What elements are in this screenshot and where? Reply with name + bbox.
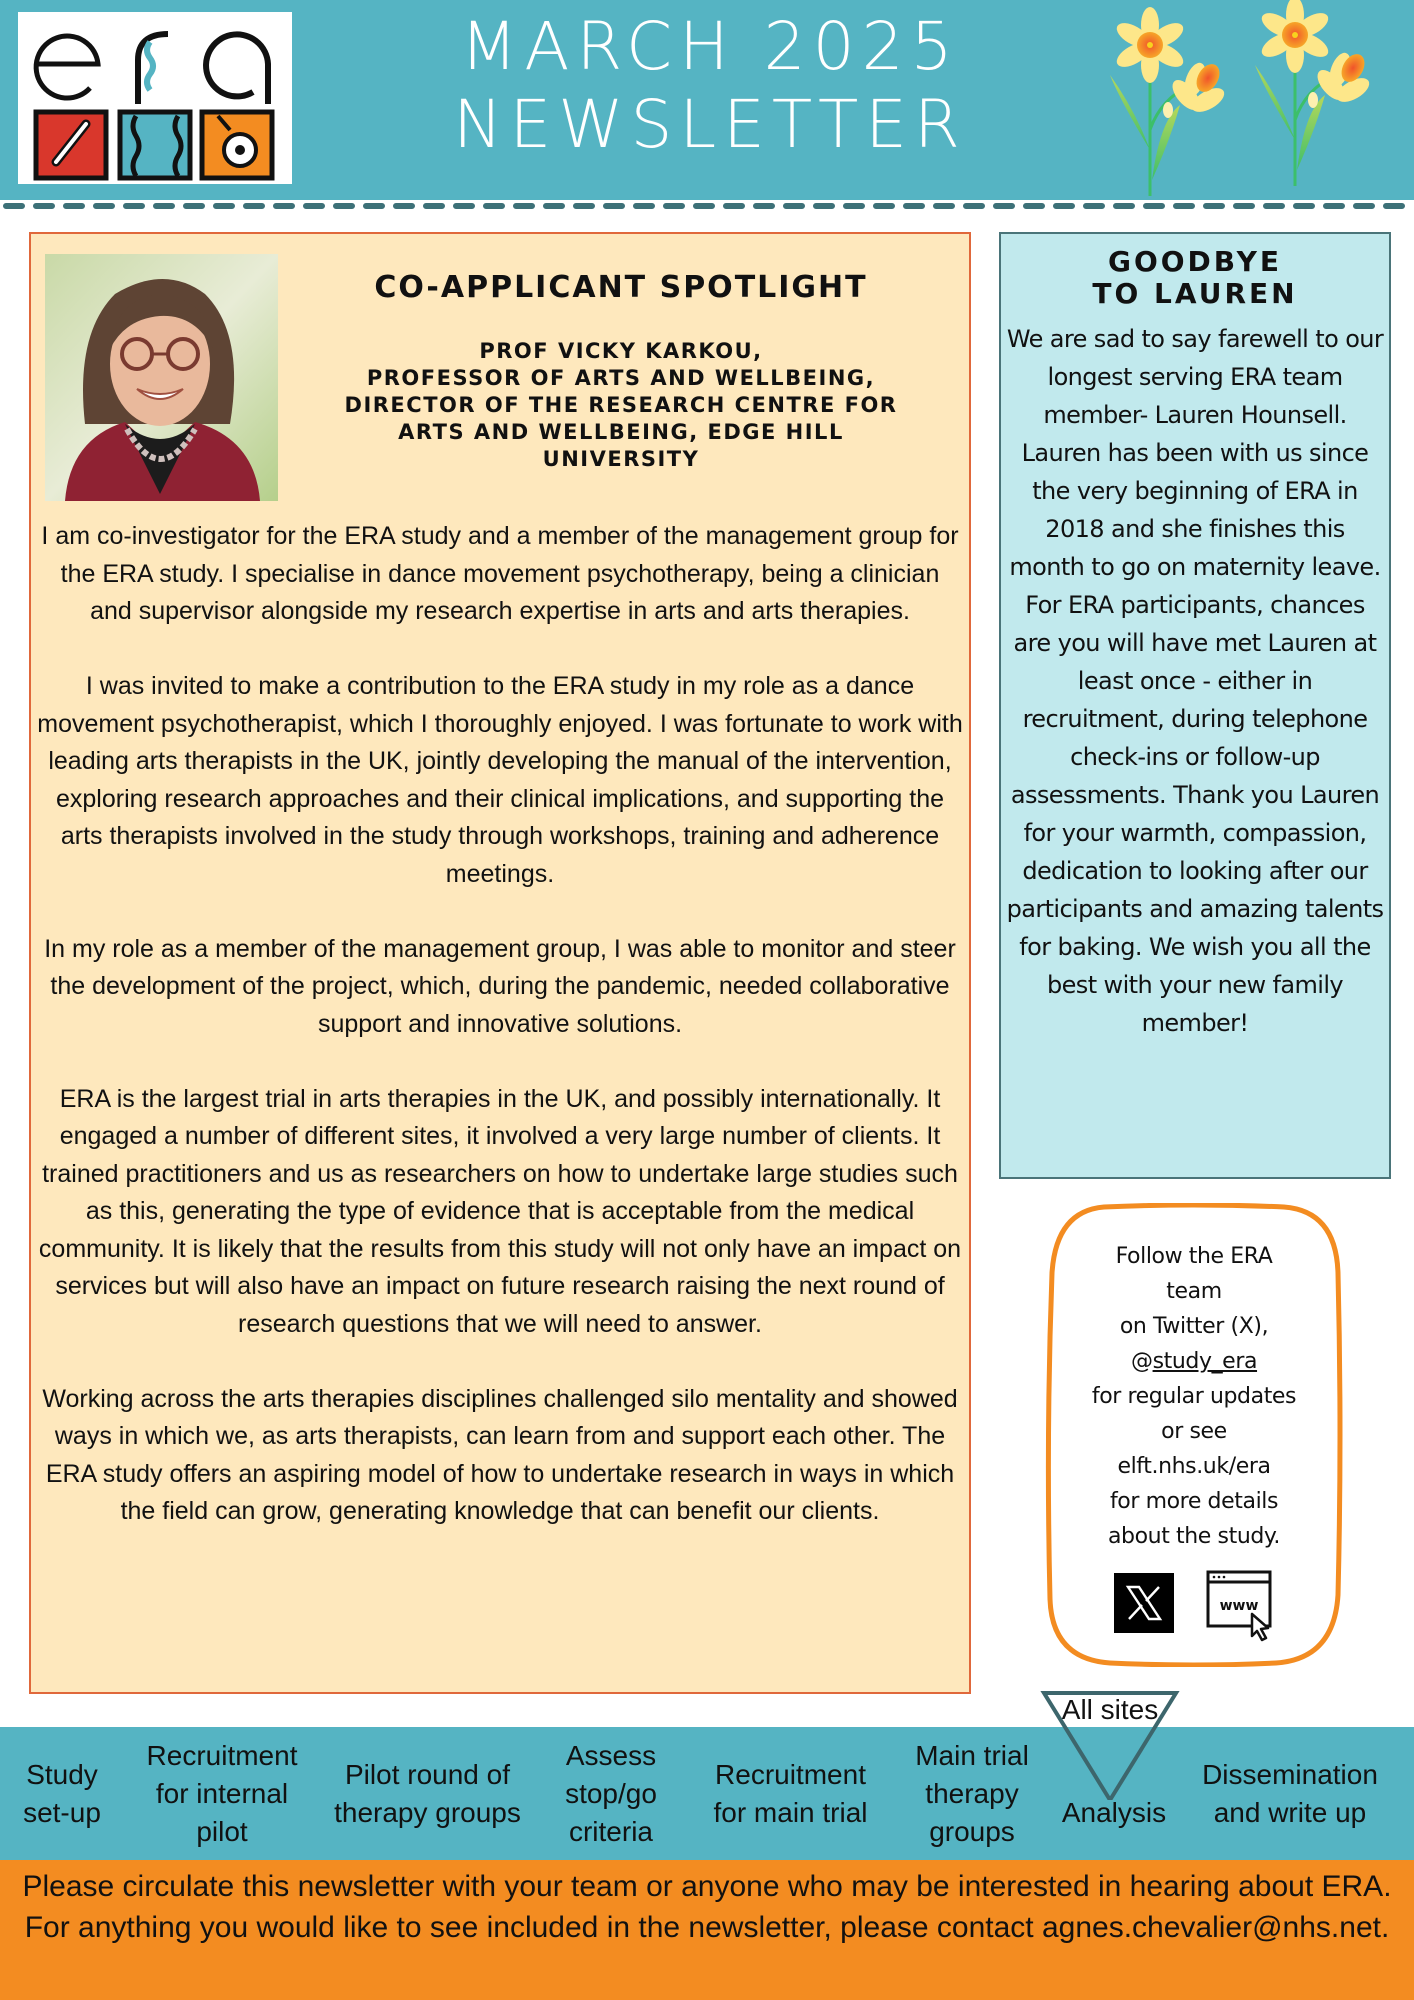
timeline-step: Recruitment for main trial: [713, 1758, 868, 1828]
spotlight-body: [37, 518, 963, 1531]
spotlight-paragraph: I am co-investigator for the ERA study and a member of the management group for the ERA study. I specialise in dance movement psychotherapy, being a clinician and supervisor alongside my research expertise in arts and arts therapies.: [41, 522, 959, 625]
goodbye-title-line-2: TO LAUREN: [1092, 277, 1298, 310]
person-role-line: DIRECTOR OF THE RESEARCH CENTRE FOR: [344, 393, 898, 417]
spotlight-paragraph: Working across the arts therapies disciplines challenged silo mentality and showed ways in which we, as arts therapists, can learn from and support each other. The ERA study offers an aspiring model of how to undertake research in ways in which the field can grow, generating knowledge that can benefit our clients.: [42, 1384, 958, 1525]
co-applicant-spotlight: [29, 232, 971, 1694]
newsletter-header: [0, 0, 1414, 200]
timeline-step: Recruitment for internal pilot: [146, 1739, 298, 1847]
spotlight-paragraph: In my role as a member of the management group, I was able to monitor and steer the development of the project, which, during the pandemic, needed collaborative support and innovative solutions.: [44, 934, 956, 1038]
goodbye-title-line-1: GOODBYE: [1107, 245, 1283, 278]
person-name: PROF VICKY KARKOU,: [479, 339, 763, 363]
twitter-handle-link[interactable]: study_era: [1152, 1349, 1258, 1374]
follow-line: about the study.: [1107, 1524, 1281, 1549]
footer-text: Please circulate this newsletter with your team or anyone who may be interested in hearing about ERA. For anything you would like to see included in the newsletter, please contact agnes.chevalier@nhs.net.: [22, 1870, 1392, 1944]
follow-line: Follow the ERA: [1115, 1244, 1273, 1269]
portrait-image: [45, 254, 278, 501]
goodbye-body: We are sad to say farewell to our longest serving ERA team member- Lauren Hounsell. Lauren has been with us since the very beginning of ERA in 2018 and she finishes this month to go on maternity leave. For ERA participants, chances are you will have met Lauren at least once - either in recruitment, during telephone check-ins or follow-up assessments. Thank you Lauren for your warmth, compassion, dedication to looking after our participants and amazing talents for baking. We wish you all the best with your new family member!: [1006, 325, 1384, 1037]
spotlight-paragraph: I was invited to make a contribution to the ERA study in my role as a dance movement psychotherapist, which I thoroughly enjoyed. I was fortunate to work with leading arts therapists in the UK, jointly developing the manual of the intervention, exploring research approaches and their clinical implications, and supporting the arts therapists involved in the study through workshops, training and adherence meetings.: [37, 672, 963, 888]
follow-line: for regular updates: [1091, 1384, 1297, 1409]
title-line-1: MARCH 2025: [460, 8, 960, 85]
timeline-step-analysis: Analysis: [1061, 1796, 1167, 1828]
daffodils-icon: [1100, 0, 1390, 200]
website-link[interactable]: elft.nhs.uk/era: [1117, 1454, 1271, 1479]
goodbye-lauren-box: [999, 232, 1391, 1179]
person-role-line: PROFESSOR OF ARTS AND WELLBEING,: [366, 366, 876, 390]
x-logo-icon[interactable]: [1114, 1573, 1174, 1633]
follow-box: [1044, 1203, 1344, 1667]
era-logo: [18, 12, 292, 184]
person-role-line: ARTS AND WELLBEING, EDGE HILL: [398, 420, 844, 444]
timeline-step: Dissemination and write up: [1202, 1758, 1378, 1828]
dashed-divider: [0, 198, 1414, 214]
at-symbol: @: [1130, 1349, 1153, 1374]
goodbye-title: [1001, 246, 1389, 310]
era-logo-icon: [18, 12, 292, 184]
svg-text:www: www: [1219, 1598, 1259, 1614]
newsletter-title: [380, 8, 1040, 164]
twitter-handle-line: [1054, 1344, 1334, 1379]
follow-line: for more details: [1109, 1489, 1279, 1514]
spotlight-paragraph: ERA is the largest trial in arts therapies in the UK, and possibly internationally. It engaged a number of different sites, it involved a very large number of clients. It trained practitioners and us as researchers on how to undertake large studies such as this, generating the type of evidence that is acceptable from the medical community. It is likely that the results from this study will not only have an impact on services but will also have an impact on future research raising the next round of research questions that we will need to answer.: [38, 1084, 962, 1338]
spotlight-person-details: [301, 338, 941, 473]
timeline-step: Study set-up: [23, 1758, 101, 1828]
all-sites-marker: [1040, 1690, 1180, 1800]
follow-line: on Twitter (X),: [1119, 1314, 1269, 1339]
follow-line: or see: [1161, 1419, 1227, 1444]
study-timeline: [0, 1727, 1414, 1860]
timeline-step: Pilot round of therapy groups: [334, 1758, 521, 1828]
follow-text: [1054, 1239, 1334, 1554]
profile-photo: [45, 254, 278, 501]
timeline-step: Main trial therapy groups: [915, 1739, 1029, 1847]
timeline-step: Assess stop/go criteria: [565, 1739, 657, 1847]
follow-line: team: [1166, 1279, 1222, 1304]
title-line-2: NEWSLETTER: [453, 86, 967, 163]
all-sites-label: All sites: [1061, 1694, 1159, 1725]
spotlight-title: CO-APPLICANT SPOTLIGHT: [374, 270, 868, 305]
website-www-icon[interactable]: [1206, 1570, 1278, 1642]
footer-banner: [0, 1860, 1414, 2000]
person-role-line: UNIVERSITY: [542, 447, 700, 471]
